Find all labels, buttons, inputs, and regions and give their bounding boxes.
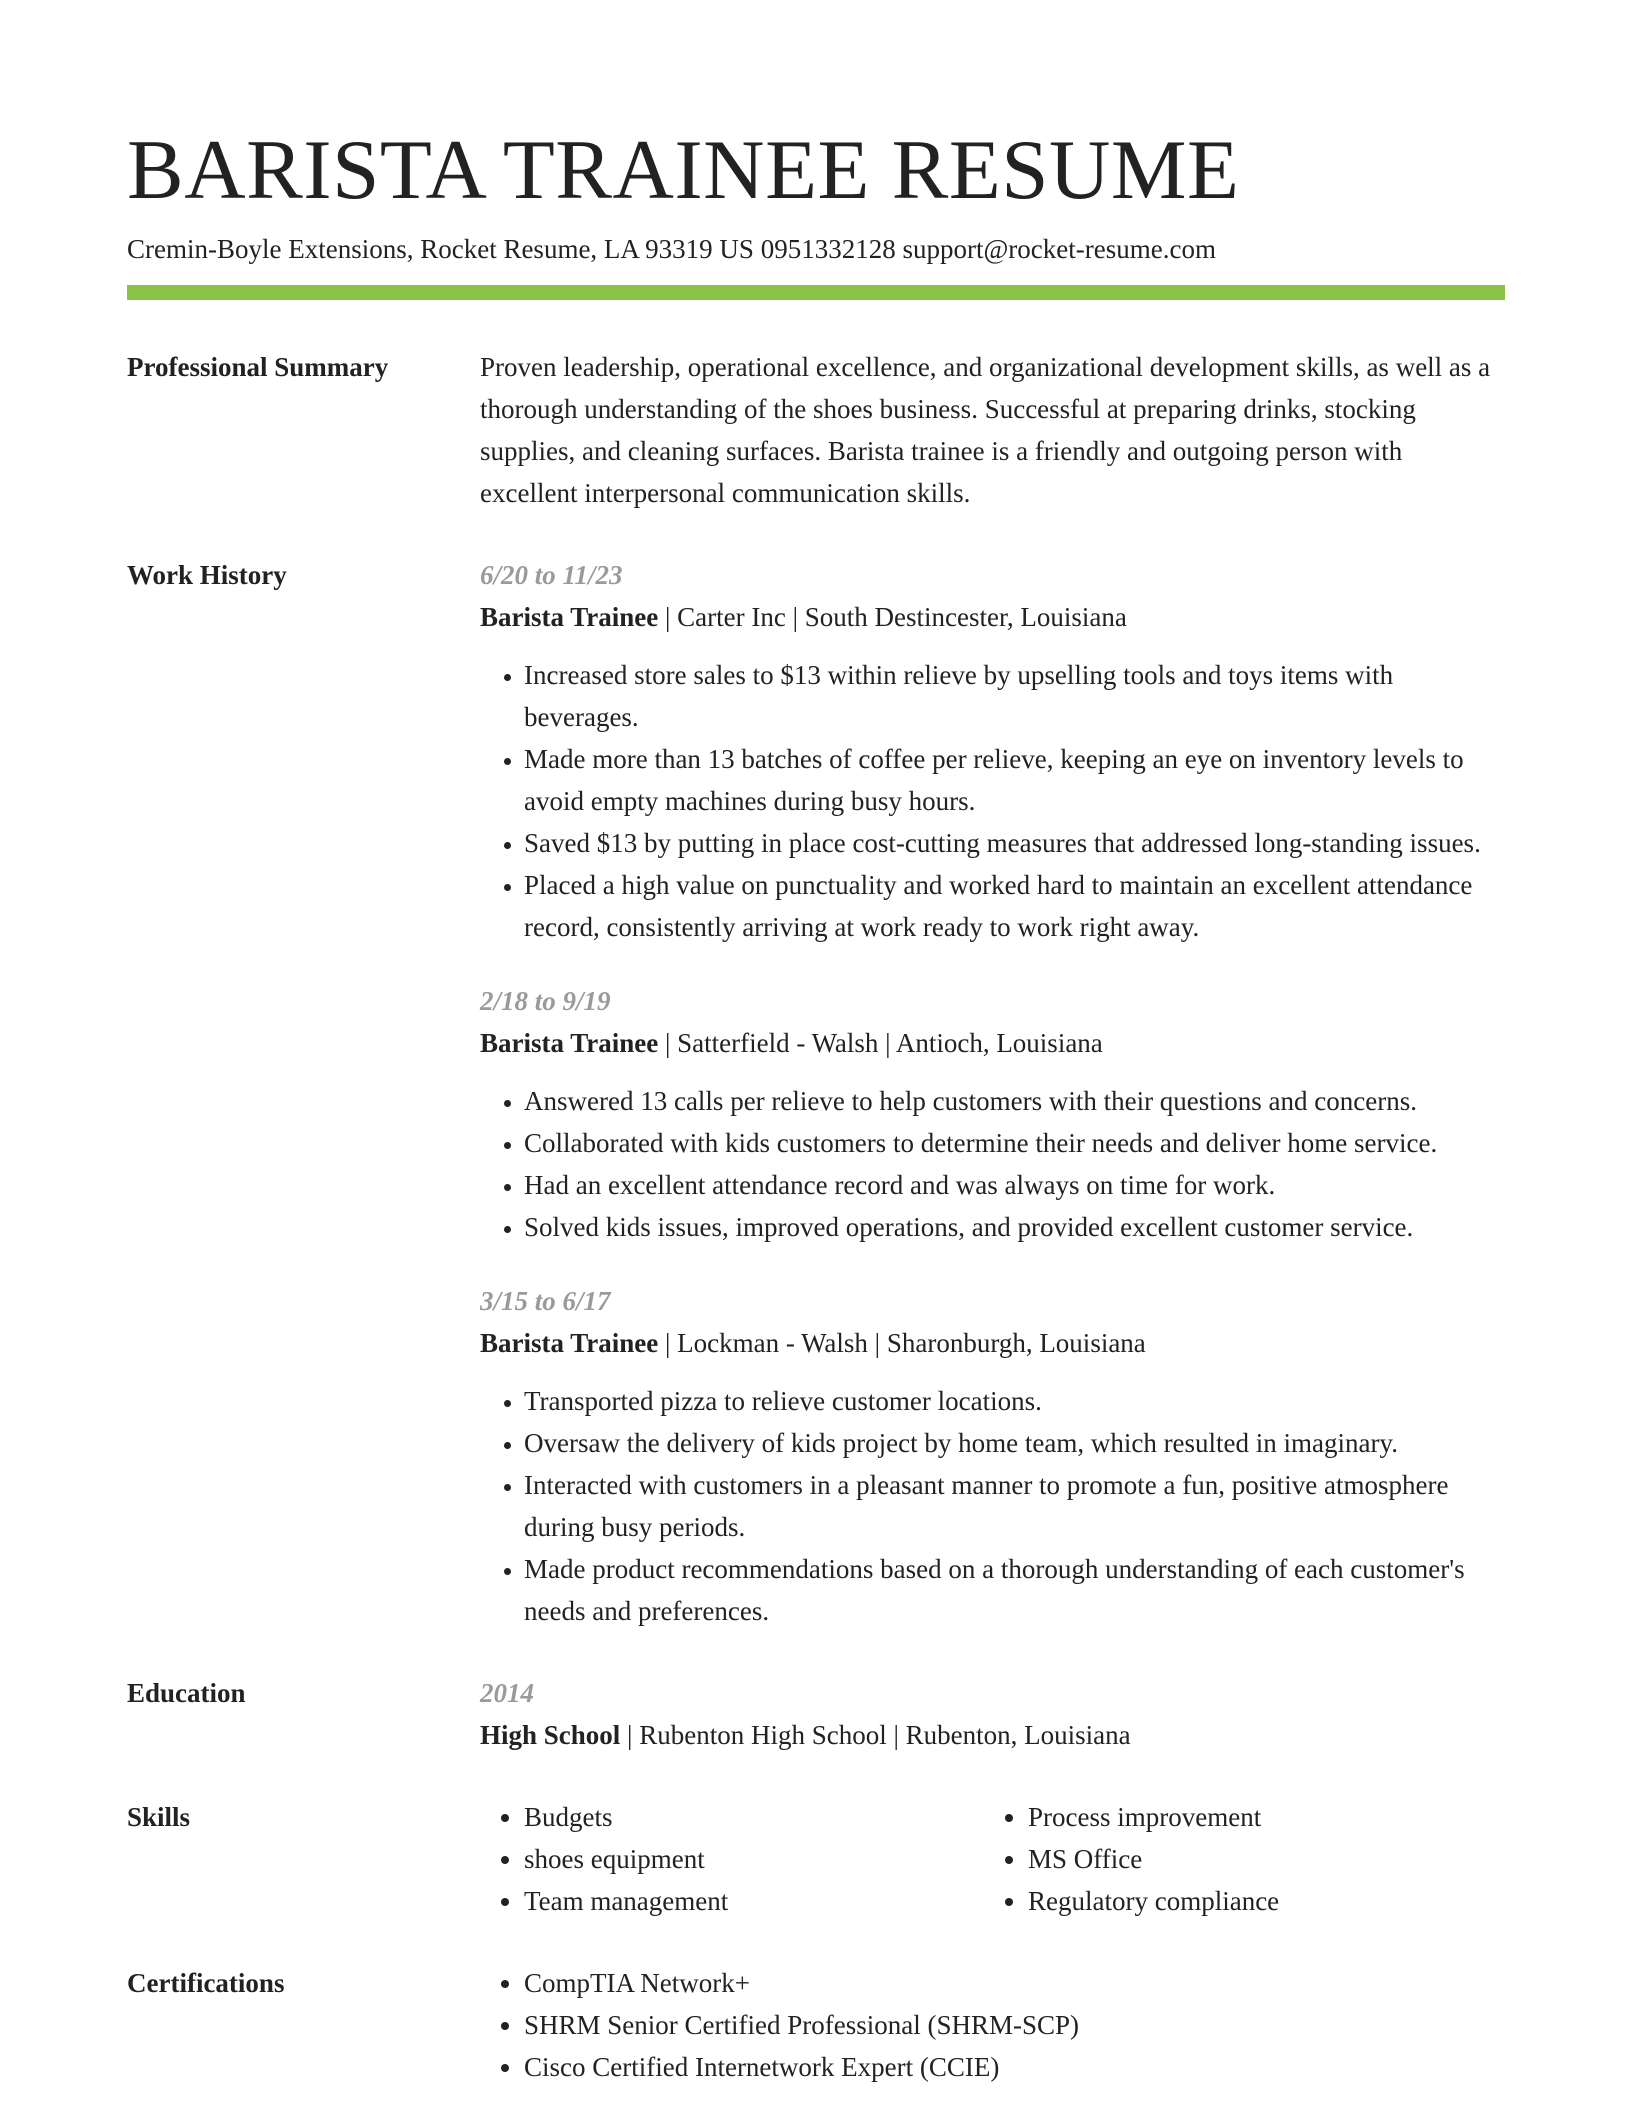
job-heading [480,596,1505,638]
job-entry [480,1280,1505,1632]
certifications-section [127,1962,1505,2088]
job-bullet: • Placed a high value on punctuality and worked hard to maintain an excellent attendance record, consistently arriving at work ready to work right away. [524,864,1505,948]
job-bullets [480,654,1505,948]
job-bullet: • Interacted with customers in a pleasant manner to promote a fun, positive atmosphere during busy periods. [524,1464,1505,1548]
contact-line: Cremin-Boyle Extensions, Rocket Resume, LA 93319 US 0951332128 support@rocket-resume.com [127,234,1216,264]
certification-item: • Cisco Certified Internetwork Expert (CCIE) [524,2046,1505,2088]
skills-column-right [984,1796,1488,1922]
summary-section [127,346,1505,514]
job-bullet: • Increased store sales to $13 within relieve by upselling tools and toys items with beverages. [524,654,1505,738]
job-dates: 3/15 to 6/17 [480,1286,611,1316]
skills-column-left [480,1796,984,1922]
job-bullets [480,1080,1505,1248]
skill-item: • Regulatory compliance [1028,1880,1488,1922]
job-bullets [480,1380,1505,1632]
education-heading [480,1714,1505,1756]
accent-divider [127,285,1505,300]
certification-item: • SHRM Senior Certified Professional (SHRM-SCP) [524,2004,1505,2046]
job-details: | Lockman - Walsh | Sharonburgh, Louisiana [658,1328,1146,1358]
certifications-list [480,1962,1505,2088]
job-heading [480,1022,1505,1064]
job-bullet: • Made product recommendations based on a thorough understanding of each customer's needs and preferences. [524,1548,1505,1632]
resume-title: BARISTA TRAINEE RESUME [127,123,1240,217]
education-year: 2014 [480,1678,534,1708]
job-bullet: • Answered 13 calls per relieve to help customers with their questions and concerns. [524,1080,1505,1122]
job-heading [480,1322,1505,1364]
job-details: | Satterfield - Walsh | Antioch, Louisiana [658,1028,1103,1058]
job-entry [480,554,1505,948]
section-label-education: Education [127,1678,246,1708]
education-degree: High School [480,1720,621,1750]
job-dates: 6/20 to 11/23 [480,560,623,590]
skill-item: • Team management [524,1880,984,1922]
job-bullet: • Oversaw the delivery of kids project by home team, which resulted in imaginary. [524,1422,1505,1464]
skill-item: • MS Office [1028,1838,1488,1880]
skill-item: • Process improvement [1028,1796,1488,1838]
job-details: | Carter Inc | South Destincester, Louisiana [658,602,1127,632]
education-section [127,1672,1505,1756]
skill-item: • shoes equipment [524,1838,984,1880]
work-history-section [127,554,1505,1632]
summary-text: Proven leadership, operational excellence, and organizational development skills, as well as a thorough understanding of the shoes business. Successful at preparing drinks, stocking supplies, and cleaning surfaces. Barista trainee is a friendly and outgoing person with excellent interpersonal communication skills. [480,352,1491,508]
job-dates: 2/18 to 9/19 [480,986,611,1016]
section-label-skills: Skills [127,1802,191,1832]
skills-section [127,1796,1505,1922]
skills-grid [480,1796,1505,1922]
job-bullet: • Transported pizza to relieve customer locations. [524,1380,1505,1422]
job-entry [480,980,1505,1248]
jobs-list [480,554,1505,1632]
job-bullet: • Collaborated with kids customers to determine their needs and deliver home service. [524,1122,1505,1164]
certification-item: • CompTIA Network+ [524,1962,1505,2004]
section-label-certifications: Certifications [127,1968,285,1998]
resume-page [127,120,1505,2088]
section-label-work: Work History [127,560,287,590]
job-bullet: • Made more than 13 batches of coffee per relieve, keeping an eye on inventory levels to avoid empty machines during busy hours. [524,738,1505,822]
job-role: Barista Trainee [480,602,659,632]
job-bullet: • Solved kids issues, improved operations, and provided excellent customer service. [524,1206,1505,1248]
job-role: Barista Trainee [480,1028,659,1058]
education-details: | Rubenton High School | Rubenton, Louisiana [620,1720,1131,1750]
job-bullet: • Had an excellent attendance record and was always on time for work. [524,1164,1505,1206]
skill-item: • Budgets [524,1796,984,1838]
job-bullet: • Saved $13 by putting in place cost-cutting measures that addressed long-standing issues. [524,822,1505,864]
job-role: Barista Trainee [480,1328,659,1358]
section-label-summary: Professional Summary [127,352,389,382]
